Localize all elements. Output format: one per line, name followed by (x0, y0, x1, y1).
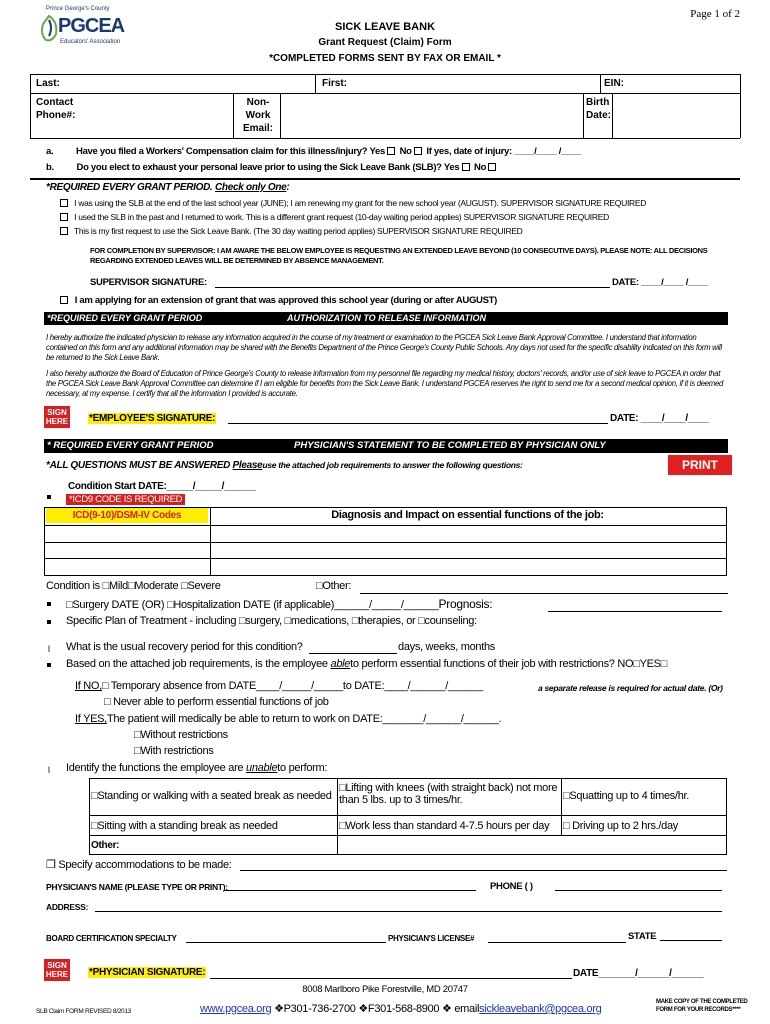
function-driving[interactable]: □ Driving up to 2 hrs./day (563, 820, 679, 832)
page-number: Page 1 of 2 (690, 8, 740, 20)
last-name-label: Last: (36, 78, 60, 89)
grant-option-1-checkbox[interactable] (60, 199, 68, 207)
physician-date[interactable]: DATE_______/______/______ (573, 968, 704, 979)
state-label: STATE (628, 931, 657, 942)
authorization-bar-left: *REQUIRED EVERY GRANT PERIOD (47, 313, 203, 323)
exhaust-no-checkbox[interactable] (488, 163, 496, 171)
logo-top-text: Prince George's County (46, 6, 110, 12)
return-to-work[interactable]: The patient will medically be able to return to work on DATE:_______/______/______. (106, 713, 502, 725)
form-title: SICK LEAVE BANK (334, 21, 436, 33)
email-link[interactable]: sickleavebank@pgcea.org (479, 1003, 602, 1015)
function-squatting[interactable]: □Squatting up to 4 times/hr. (563, 790, 690, 802)
treatment-plan[interactable]: Specific Plan of Treatment - including □surgery, □medications, □therapies, or □counseling: (66, 615, 477, 627)
nonwork-email-label: Non-Work Email: (242, 97, 273, 134)
grant-option-2-text: I used the SLB in the past and I returned to work. This is a different grant request (10-day waiting period applies) SUPERVISOR SIGNATURE REQUIRED (74, 212, 609, 222)
able-question-post[interactable]: to perform essential functions of their job with restrictions? NO□YES□ (350, 658, 668, 670)
identify-functions (66, 762, 327, 774)
wc-no-checkbox[interactable] (414, 147, 422, 155)
supervisor-note: FOR COMPLETION BY SUPERVISOR: I AM AWARE THE BELOW EMPLOYEE IS REQUESTING AN EXTENDED LEAVE BEYOND (10 CONSECUTIVE DAYS). PLEASE NOTE: ALL DECISIONS REGARDING EXTENDED LEAVES WILL BE DETERMINED BY ABSENCE MANAGEMENT. (90, 246, 708, 265)
identify-post: to perform: (277, 762, 328, 774)
footer-email-label: ❖ email (442, 1003, 480, 1015)
exhaust-yes-checkbox[interactable] (462, 163, 470, 171)
function-standing[interactable]: □Standing or walking with a seated break as needed (91, 790, 332, 802)
supervisor-signature-line[interactable] (215, 276, 610, 288)
ein-label: EIN: (604, 78, 624, 89)
birth-date-label: Birth Date: (586, 97, 612, 121)
phone-line[interactable] (555, 880, 722, 891)
grant-option-2-checkbox[interactable] (60, 213, 68, 221)
if-no-line (75, 680, 483, 692)
form-revision: SLB Claim FORM REVISED 8/2013 (36, 1008, 131, 1015)
diagnosis-input-1[interactable] (211, 525, 725, 540)
never-able[interactable]: □ Never able to perform essential functions of job (104, 696, 329, 708)
if-yes-line (75, 713, 501, 725)
form-subtitle: Grant Request (Claim) Form (318, 37, 452, 48)
icd-required: *ICD9 CODE IS REQUIRED (66, 494, 185, 505)
recovery-unit: days, weeks, months (398, 641, 496, 653)
website-link[interactable]: www.pgcea.org (200, 1003, 272, 1015)
able-question-pre: Based on the attached job requirements, is the employee (66, 658, 328, 670)
question-b-no: No (474, 162, 487, 173)
footer-address: 8008 Marlboro Pike Forestville, MD 20747 (302, 984, 468, 995)
employee-signature-label: *EMPLOYEE'S SIGNATURE: (89, 413, 216, 424)
extension-checkbox[interactable] (60, 296, 68, 304)
ein-field[interactable] (630, 76, 735, 91)
footer-fax: ❖F301-568-8900 (358, 1003, 440, 1015)
question-b-text: Do you elect to exhaust your personal leave prior to using the Sick Leave Bank (SLB)? Yes (76, 162, 460, 173)
all-questions-rest: use the attached job requirements to answer the following questions: (262, 460, 523, 470)
grant-period-heading-text: *REQUIRED EVERY GRANT PERIOD. (46, 182, 213, 193)
question-a-text: Have you filed a Workers' Compensation claim for this illness/injury? Yes (76, 146, 385, 157)
surgery-text[interactable]: □Surgery DATE (OR) □Hospitalization DATE (if applicable) (66, 599, 335, 611)
fax-email-notice: *COMPLETED FORMS SENT BY FAX OR EMAIL * (269, 53, 501, 64)
without-restrictions[interactable]: □Without restrictions (134, 729, 228, 741)
contact-phone-label: Contact Phone#: (36, 97, 76, 121)
recovery-period-line[interactable] (309, 641, 397, 654)
question-a-if: If yes, date of injury: ____/____ /____ (426, 146, 582, 157)
all-questions-line (46, 460, 523, 471)
function-sitting[interactable]: □Sitting with a standing break as needed (91, 820, 278, 832)
bullet-icon: l (48, 765, 50, 775)
first-name-label: First: (322, 78, 347, 89)
bullet-icon (47, 663, 51, 667)
function-lifting[interactable]: □Lifting with knees (with straight back) not more than 5 lbs. up to 3 times/hr. (339, 782, 558, 806)
surgery-line (66, 597, 492, 611)
physician-signature-label: *PHYSICIAN SIGNATURE: (89, 967, 206, 978)
condition-severity[interactable]: Condition is □Mild□Moderate □Severe (46, 580, 221, 592)
supervisor-signature-label: SUPERVISOR SIGNATURE: (90, 277, 207, 288)
authorization-bar-right: AUTHORIZATION TO RELEASE INFORMATION (287, 313, 486, 323)
question-b (46, 162, 498, 173)
condition-other[interactable]: □Other: (316, 580, 352, 592)
physician-name-line[interactable] (224, 880, 476, 891)
with-restrictions[interactable]: □With restrictions (134, 745, 214, 757)
grant-option-3-text: This is my first request to use the Sick Leave Bank. (The 30 day waiting period applies) SUPERVISOR SIGNATURE REQUIRED (73, 226, 523, 236)
logo-mark: PGCEA (58, 15, 125, 37)
diagnosis-column-header: Diagnosis and Impact on essential functions of the job: (331, 509, 604, 521)
wc-yes-checkbox[interactable] (387, 147, 395, 155)
footer-phone: ❖P301-736-2700 (274, 1003, 356, 1015)
icd-code-column-header: ICD(9-10)/DSM-IV Codes (46, 508, 208, 523)
address-label: ADDRESS: (46, 902, 88, 912)
grant-period-heading: *REQUIRED EVERY GRANT PERIOD. Check only One: (46, 182, 290, 193)
bullet-icon (47, 495, 51, 499)
question-a-label: a. (46, 146, 54, 157)
bullet-icon: l (48, 644, 50, 654)
grant-option-2 (60, 212, 609, 222)
accommodations: ❒ Specify accommodations to be made: (46, 859, 232, 871)
bullet-icon (47, 620, 51, 624)
authorization-bar (44, 312, 728, 325)
supervisor-date[interactable]: DATE: ____/____ /____ (612, 277, 708, 288)
recovery-question-text: What is the usual recovery period for this condition? (66, 641, 303, 653)
extension-text: I am applying for an extension of grant that was approved this school year (during or after AUGUST) (74, 295, 498, 306)
temporary-absence[interactable]: □ Temporary absence from DATE____/_____/_____to DATE:____/______/______ (101, 680, 483, 692)
function-work-hours[interactable]: □Work less than standard 4-7.5 hours per day (339, 820, 550, 832)
employee-date[interactable]: DATE: ____/____/____ (610, 413, 709, 424)
bullet-icon (47, 602, 51, 606)
icd-code-input-1[interactable] (46, 525, 208, 540)
question-b-label: b. (46, 162, 54, 173)
footer-contact (200, 1002, 601, 1015)
prognosis-label: Prognosis: (438, 597, 493, 611)
condition-other-line[interactable] (360, 581, 728, 594)
question-a (46, 146, 581, 157)
physician-name-label: PHYSICIAN'S NAME (PLEASE TYPE OR PRINT): (46, 882, 228, 892)
state-line[interactable] (660, 930, 722, 941)
separate-release-note: a separate release is required for actual date. (Or) (538, 683, 723, 693)
authorization-paragraph-2: I also hereby authorize the Board of Education of Prince George's County to release information from my personnel file regarding my medical history, doctors' records, and/or use of sick leave to PGCEA in order that the PGCEA Sick Leave Bank Approval Committee can determine if I am eligible for benefits from the Sick Leave Bank. I understand PGCEA reserves the right to send me for a second medical opinion, if it is deemed necessary, at my expense. I certify that all the information I provided is accurate. (46, 369, 724, 398)
prognosis-line[interactable] (548, 598, 722, 612)
grant-option-1-text: I was using the SLB at the end of the last school year (JUNE); I am renewing my grant for the new school year (AUGUST). SUPERVISOR SIGNATURE REQUIRED (74, 198, 647, 208)
question-a-no: No (399, 146, 412, 157)
if-yes-label: If YES, (75, 713, 107, 725)
address-line[interactable] (95, 911, 722, 912)
condition-start-date[interactable]: Condition Start DATE:_____/_____/______ (68, 481, 256, 492)
grant-option-1 (60, 198, 646, 208)
license-label: PHYSICIAN'S LICENSE# (388, 934, 475, 943)
authorization-paragraph-1: I hereby authorize the indicated physician to release any information acquired in the course of my treatment or examination to the PGCEA Sick Leave Bank Approval Committee. I understand that information contained on this form and any additional information may be shared with the Benefits Department of the Prince George's County Public Schools. Any days not used for the specific disability indicated on this form will be returned to the Sick Leave Bank. (46, 333, 722, 362)
make-copy-note: MAKE COPY OF THE COMPLETED FORM FOR YOUR RECORDS**** (656, 999, 748, 1013)
contact-phone-field[interactable] (100, 95, 230, 135)
sign-here-badge: SIGN HERE (45, 408, 69, 426)
accommodations-line[interactable] (240, 858, 727, 871)
physician-bar-left: * REQUIRED EVERY GRANT PERIOD (47, 440, 214, 451)
last-name-field[interactable] (70, 76, 310, 91)
logo-bottom-text: Educators' Association (60, 39, 121, 45)
extension-option (60, 295, 497, 306)
if-no-label: If NO, (75, 680, 102, 692)
license-line[interactable] (488, 932, 626, 943)
recovery-question (66, 641, 303, 653)
all-questions-lead: *ALL QUESTIONS MUST BE ANSWERED (46, 460, 231, 471)
all-questions-please: Please (232, 460, 263, 471)
grant-option-3 (60, 226, 522, 236)
grant-option-3-checkbox[interactable] (60, 227, 68, 235)
physician-bar (44, 439, 728, 453)
physician-signature-line[interactable] (210, 967, 572, 979)
phone-label: PHONE ( ) (490, 881, 533, 892)
board-certification-label: BOARD CERTIFICATION SPECIALTY (46, 934, 177, 943)
board-certification-line[interactable] (186, 932, 386, 943)
functions-other[interactable]: Other: (91, 840, 120, 851)
able-word: able (330, 658, 351, 670)
nonwork-email-field[interactable] (284, 95, 579, 135)
surgery-date[interactable]: ______/_____/______ (334, 599, 439, 611)
able-question (66, 658, 667, 670)
identify-pre: Identify the functions the employee are (66, 762, 244, 774)
employee-signature-line[interactable] (228, 412, 608, 424)
sign-here-badge: SIGN HERE (45, 961, 69, 979)
physician-bar-right: PHYSICIAN'S STATEMENT TO BE COMPLETED BY PHYSICIAN ONLY (294, 440, 606, 451)
first-name-field[interactable] (360, 76, 595, 91)
unable-word: unable (246, 762, 278, 774)
check-only-one: Check only One (215, 182, 287, 193)
print-button[interactable]: PRINT (668, 455, 732, 475)
birth-date-field[interactable] (616, 95, 736, 135)
